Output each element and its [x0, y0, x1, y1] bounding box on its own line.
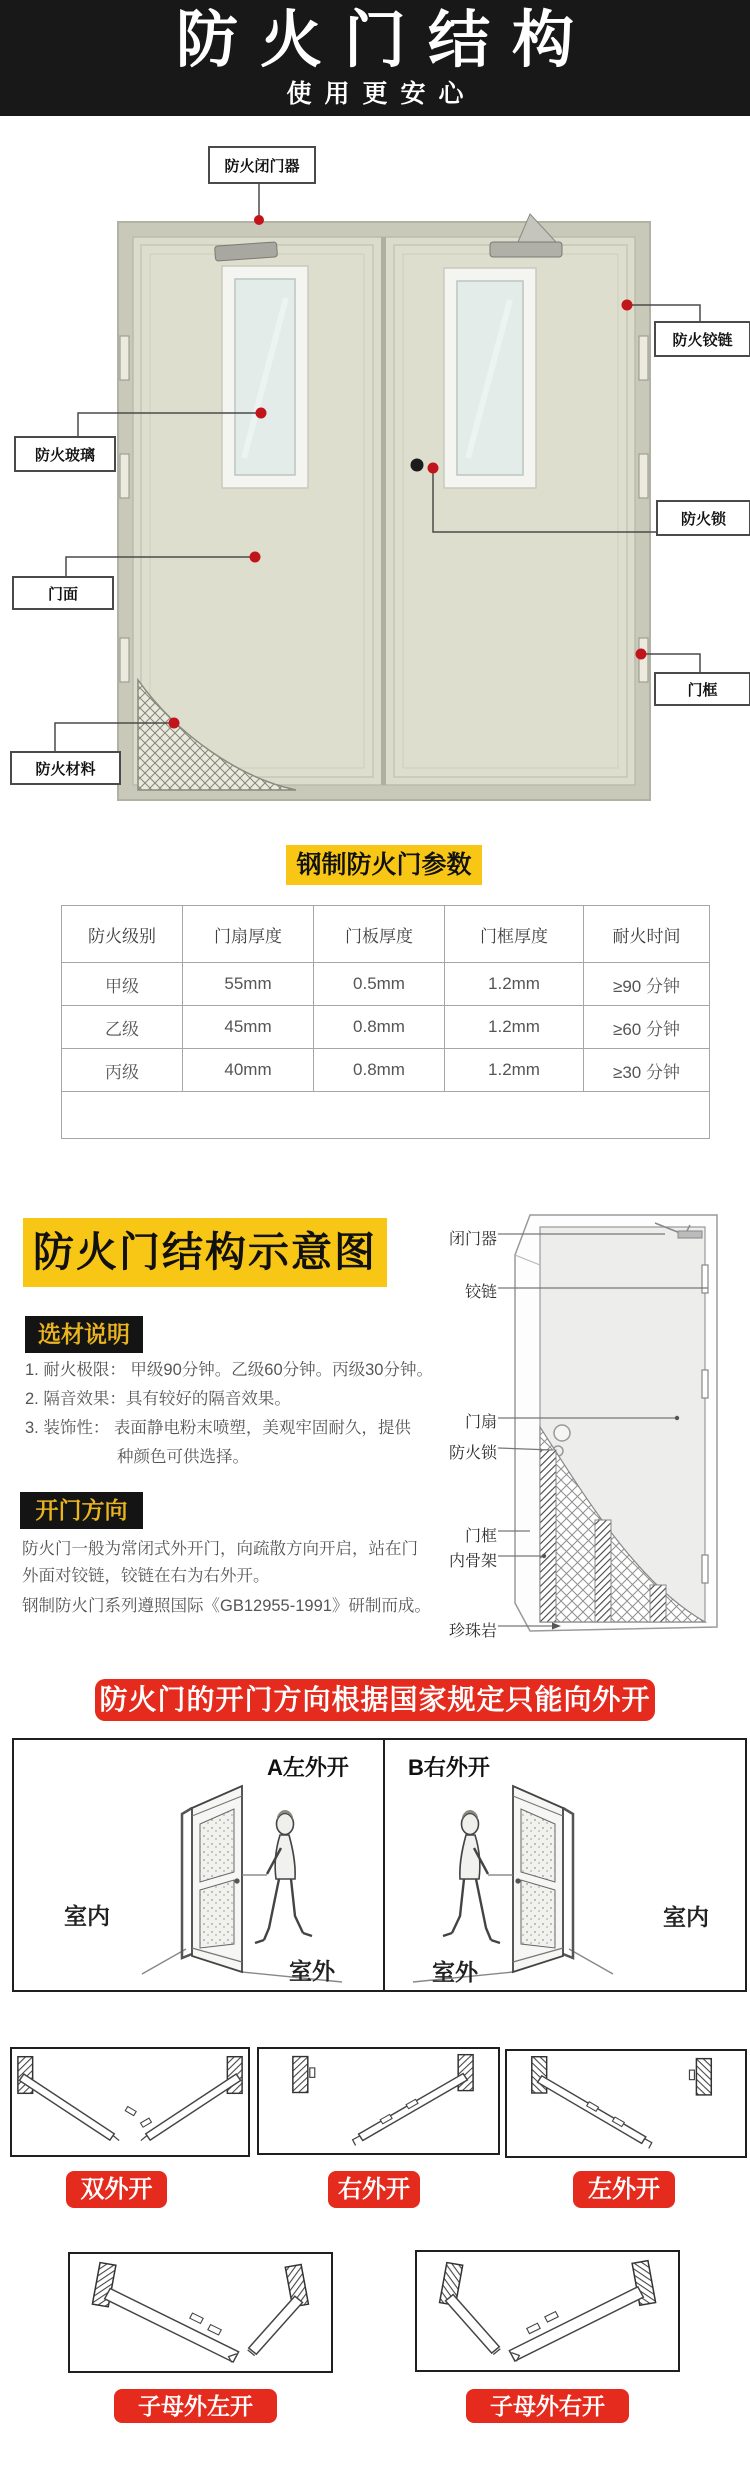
zimu-left-box	[68, 2252, 333, 2373]
cell: 40mm	[183, 1049, 314, 1092]
right-open-box	[257, 2047, 500, 2155]
cell: 0.8mm	[314, 1049, 445, 1092]
ab-direction-panel	[12, 1738, 747, 1992]
left-open-pill: 左外开	[573, 2171, 675, 2208]
material-point: 1. 耐火极限： 甲级90分钟。乙级60分钟。丙级30分钟。	[25, 1361, 433, 1379]
right-open-pill: 右外开	[328, 2171, 420, 2208]
schem-label-hinge: 铰链	[464, 1284, 497, 1301]
table-row	[62, 1006, 710, 1049]
zimu-right-pill: 子母外右开	[466, 2389, 629, 2423]
label-fire-lock: 防火锁	[656, 500, 750, 536]
cell: 55mm	[183, 963, 314, 1006]
label-fire-hinge: 防火铰链	[654, 321, 750, 357]
label-door-face: 门面	[12, 576, 114, 610]
cell: 甲级	[62, 963, 183, 1006]
schem-label-skeleton: 内骨架	[448, 1553, 497, 1570]
table-empty-row	[62, 1092, 710, 1139]
params-title: 钢制防火门参数	[286, 845, 482, 885]
col-header: 门框厚度	[445, 906, 584, 963]
left-open-box	[505, 2049, 747, 2158]
zimu-right-box	[415, 2250, 680, 2372]
cell: ≥60 分钟	[584, 1006, 710, 1049]
col-header: 门扇厚度	[183, 906, 314, 963]
table-header-row	[62, 906, 710, 963]
cell: 丙级	[62, 1049, 183, 1092]
double-open-pill: 双外开	[66, 2171, 167, 2208]
open-direction-tag: 开门方向	[20, 1492, 143, 1529]
b-right-open-label: B右外开	[408, 1755, 490, 1780]
material-point: 种颜色可供选择。	[117, 1448, 249, 1466]
label-fire-glass: 防火玻璃	[14, 436, 116, 472]
zimu-right-diagram	[417, 2252, 678, 2370]
schem-label-perlite: 珍珠岩	[448, 1623, 497, 1640]
schem-label-leaf: 门扇	[464, 1414, 497, 1431]
right-open-illustration	[385, 1778, 625, 1988]
right-open-diagram	[259, 2049, 498, 2153]
col-header: 门板厚度	[314, 906, 445, 963]
cell: 乙级	[62, 1006, 183, 1049]
cell: ≥30 分钟	[584, 1049, 710, 1092]
material-notes	[25, 1356, 445, 1472]
room-inside-right: 室内	[663, 1904, 709, 1930]
double-open-diagram	[12, 2049, 248, 2155]
direction-line: 防火门一般为常闭式外开门，向疏散方向开启，站在门	[22, 1540, 418, 1558]
col-header: 耐火时间	[584, 906, 710, 963]
cell: 45mm	[183, 1006, 314, 1049]
material-point: 3. 装饰性： 表面静电粉末喷塑，美观牢固耐久，提供	[25, 1419, 411, 1437]
label-door-frame: 门框	[654, 672, 750, 706]
page-subtitle: 使用更安心	[286, 80, 477, 108]
page-title: 防火门结构	[175, 6, 596, 75]
direction-line: 钢制防火门系列遵照国际《GB12955-1991》研制而成。	[22, 1597, 431, 1615]
col-header: 防火级别	[62, 906, 183, 963]
page-header	[0, 0, 750, 116]
direction-rule-banner: 防火门的开门方向根据国家规定只能向外开	[95, 1679, 655, 1721]
material-notes-tag: 选材说明	[25, 1316, 143, 1353]
room-inside-left: 室内	[64, 1903, 110, 1929]
left-open-diagram	[507, 2051, 745, 2156]
open-direction-notes	[22, 1536, 442, 1620]
schem-label-closer: 闭门器	[448, 1231, 497, 1248]
table-row	[62, 963, 710, 1006]
label-fire-door-closer: 防火闭门器	[208, 146, 316, 184]
zimu-left-pill: 子母外左开	[114, 2389, 277, 2423]
schem-label-frame: 门框	[464, 1528, 497, 1545]
a-left-open-label: A左外开	[267, 1755, 349, 1780]
cell: 0.5mm	[314, 963, 445, 1006]
cell: ≥90 分钟	[584, 963, 710, 1006]
structure-section-title: 防火门结构示意图	[23, 1218, 387, 1287]
room-outside-right: 室外	[432, 1959, 478, 1985]
double-open-box	[10, 2047, 250, 2157]
schem-label-lock: 防火锁	[448, 1445, 497, 1462]
cell: 0.8mm	[314, 1006, 445, 1049]
zimu-left-diagram	[70, 2254, 331, 2371]
table-row	[62, 1049, 710, 1092]
label-fire-material: 防火材料	[10, 751, 121, 785]
room-outside-left: 室外	[289, 1958, 335, 1984]
cell: 1.2mm	[445, 1006, 584, 1049]
double-door-annotated-diagram	[0, 118, 750, 840]
cell: 1.2mm	[445, 1049, 584, 1092]
material-point: 2. 隔音效果：具有较好的隔音效果。	[25, 1390, 291, 1408]
direction-line: 外面对铰链，铰链在右为右外开。	[22, 1567, 270, 1585]
cell: 1.2mm	[445, 963, 584, 1006]
params-table	[61, 905, 710, 1139]
